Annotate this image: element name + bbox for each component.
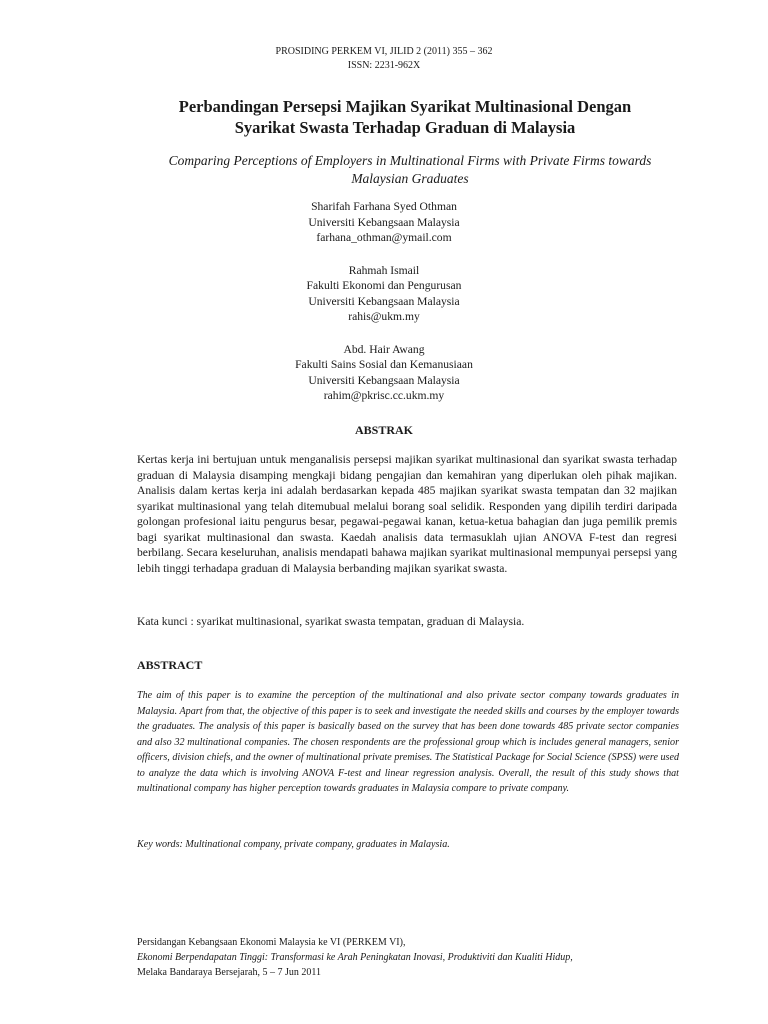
author-email: rahim@pkrisc.cc.ukm.my xyxy=(323,389,445,402)
author-block xyxy=(0,263,768,325)
author-affiliation: Universiti Kebangsaan Malaysia xyxy=(308,373,460,387)
author-name: Rahmah Ismail xyxy=(348,263,420,277)
author-name: Abd. Hair Awang xyxy=(343,342,425,356)
author-affiliation: Universiti Kebangsaan Malaysia xyxy=(308,215,460,229)
footer-line-2: Ekonomi Berpendapatan Tinggi: Transformasi ke Arah Peningkatan Inovasi, Produktiviti dan Kualiti Hidup, xyxy=(137,952,573,963)
abstract-heading: ABSTRACT xyxy=(137,658,203,672)
footer-line-1: Persidangan Kebangsaan Ekonomi Malaysia ke VI (PERKEM VI), xyxy=(137,937,406,948)
subtitle-line-2: Malaysian Graduates xyxy=(351,171,469,186)
issn-line: ISSN: 2231-962X xyxy=(347,60,421,71)
paper-subtitle xyxy=(110,152,710,188)
author-affiliation: Universiti Kebangsaan Malaysia xyxy=(308,294,460,308)
title-line-1: Perbandingan Persepsi Majikan Syarikat Multinasional Dengan xyxy=(178,97,632,116)
paper-title xyxy=(100,96,710,138)
kata-kunci: Kata kunci : syarikat multinasional, syarikat swasta tempatan, graduan di Malaysia. xyxy=(137,615,525,628)
key-words: Key words: Multinational company, private company, graduates in Malaysia. xyxy=(137,839,450,850)
author-affiliation: Fakulti Sains Sosial dan Kemanusiaan xyxy=(295,358,473,371)
author-affiliation: Fakulti Ekonomi dan Pengurusan xyxy=(306,279,462,292)
abstract-body: The aim of this paper is to examine the perception of the multinational and also private sector company towards graduates in Malaysia. Apart from that, the objective of this paper is to seek and investigate the needed skills and courses by the employer towards the graduates. The analysis of this paper is basically based on the survey that has been done towards 485 private sector companies and also 32 multinational companies. The chosen respondents are the professional group which is includes general managers, senior officers, division chiefs, and the owner of multinational private premises. The Statistical Package for Social Science (SPSS) were used to analyze the data which is involving ANOVA F-test and linear regression analysis. Overall, the result of this study shows that multinational company has higher perception towards graduates in Malaysia compare to private company. xyxy=(137,690,679,794)
author-name: Sharifah Farhana Syed Othman xyxy=(311,200,457,213)
author-email: rahis@ukm.my xyxy=(348,310,420,323)
author-block xyxy=(0,342,768,404)
journal-header xyxy=(0,45,768,73)
author-email: farhana_othman@ymail.com xyxy=(316,231,452,244)
subtitle-line-1: Comparing Perceptions of Employers in Multinational Firms with Private Firms towards xyxy=(168,153,652,168)
journal-line: PROSIDING PERKEM VI, JILID 2 (2011) 355 – 362 xyxy=(275,46,493,57)
page-footer xyxy=(137,935,697,980)
author-list xyxy=(0,199,768,421)
footer-line-3: Melaka Bandaraya Bersejarah, 5 – 7 Jun 2011 xyxy=(137,967,322,978)
abstrak-body: Kertas kerja ini bertujuan untuk menganalisis persepsi majikan syarikat multinasional dan syarikat swasta terhadap graduan di Malaysia disamping mengkaji bidang pengajian dan kemahiran yang diperlukan oleh pihak majikan. Analisis dalam kertas kerja ini adalah berdasarkan kepada 485 majikan syarikat swasta tempatan dan 32 majikan syarikat multinasional yang telah ditemubual melalui borang soal selidik. Responden yang dipilih terdiri daripada golongan profesional iaitu pengurus besar, pegawai-pegawai kanan, ketua-ketua bahagian dan juga pemilik premis bagi syarikat multinasional dan swasta. Kaedah analisis data termasuklah ujian ANOVA F-test dan regresi berbilang. Secara keseluruhan, analisis mendapati bahawa majikan syarikat multinasional mempunyai persepsi yang lebih tinggi terhadapa graduan di Malaysia berbanding majikan syarikat swasta. xyxy=(137,453,677,575)
title-line-2: Syarikat Swasta Terhadap Graduan di Malaysia xyxy=(234,118,576,137)
abstrak-heading: ABSTRAK xyxy=(354,423,413,437)
author-block xyxy=(0,199,768,246)
